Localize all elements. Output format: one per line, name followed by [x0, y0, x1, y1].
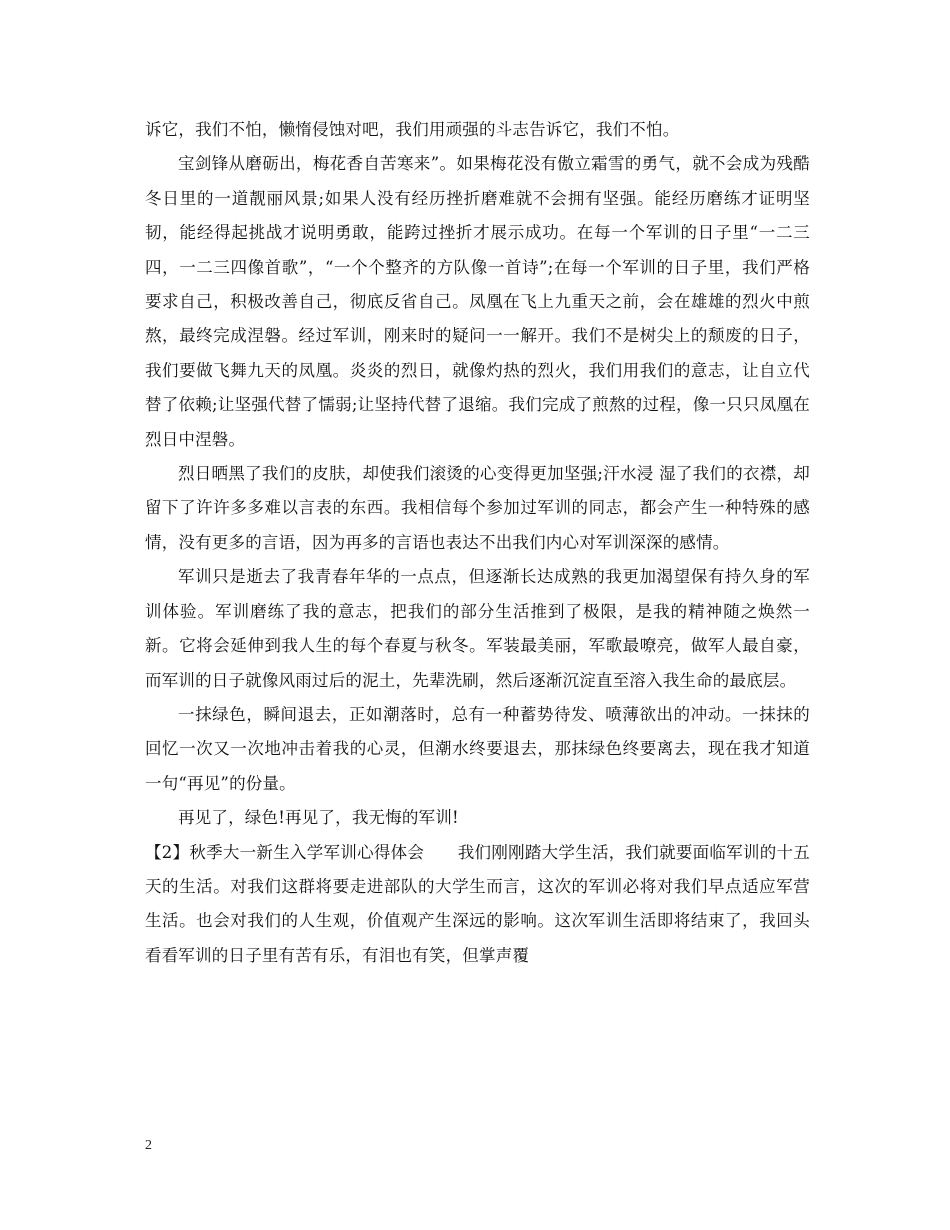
- paragraph-section-2: 【2】秋季大一新生入学军训心得体会 我们刚刚踏大学生活，我们就要面临军训的十五天的生活。对我们这群将要走进部队的大学生而言，这次的军训必将对我们早点适应军营生活。也会对我们的人生观，价值观产生深远的影响。这次军训生活即将结束了，我回头看看军训的日子里有苦有乐，有泪也有笑，但掌声覆: [145, 842, 810, 965]
- paragraph-youth: 军训只是逝去了我青春年华的一点点，但逐渐长达成熟的我更加渴望保有持久身的军训体验。军训磨练了我的意志，把我们的部分生活推到了极限，是我的精神随之焕然一新。它将会延伸到我人生的每个春夏与秋冬。军装最美丽，军歌最嘹亮，做军人最自豪，而军训的日子就像风雨过后的泥土，先辈洗刷，然后逐渐沉淀直至溶入我生命的最底层。: [145, 567, 810, 690]
- paragraph-sword-plum: 宝剑锋从磨砺出，梅花香自苦寒来”。如果梅花没有傲立霜雪的勇气，就不会成为残酷冬日里的一道靓丽风景;如果人没有经历挫折磨难就不会拥有坚强。能经历磨练才证明坚韧，能经得起挑战才说明勇敢，能跨过挫折才展示成功。在每一个军训的日子里“一二三四，一二三四像首歌”，“一个个整齐的方队像一首诗”;在每一个军训的日子里，我们严格要求自己，积极改善自己，彻底反省自己。凤凰在飞上九重天之前，会在雄雄的烈火中煎熬，最终完成涅磐。经过军训，刚来时的疑问一一解开。我们不是树尖上的颓废的日子，我们要做飞舞九天的凤凰。炎炎的烈日，就像灼热的烈火，我们用我们的意志，让自立代替了依赖;让坚强代替了懦弱;让坚持代替了退缩。我们完成了煎熬的过程，像一只只凤凰在烈日中涅磐。: [145, 154, 810, 449]
- page-number: 2: [145, 1138, 152, 1153]
- paragraph-sun-skin: 烈日晒黑了我们的皮肤，却使我们滚烫的心变得更加坚强;汗水浸 湿了我们的衣襟，却留下了许许多多难以言表的东西。我相信每个参加过军训的同志，都会产生一种特殊的感情，没有更多的言语，因为再多的言语也表达不出我们内心对军训深深的感情。: [145, 464, 810, 552]
- paragraph-continuation: 诉它，我们不怕，懒惰侵蚀对吧，我们用顽强的斗志告诉它，我们不怕。: [145, 120, 680, 139]
- paragraph-green: 一抹绿色，瞬间退去，正如潮落时，总有一种蓄势待发、喷薄欲出的冲动。一抹抹的回忆一次又一次地冲击着我的心灵，但潮水终要退去，那抹绿色终要离去，现在我才知道一句“再见”的份量。: [145, 704, 810, 793]
- paragraph-farewell: 再见了，绿色!再见了，我无悔的军训!: [178, 808, 459, 828]
- document-body: [145, 113, 810, 973]
